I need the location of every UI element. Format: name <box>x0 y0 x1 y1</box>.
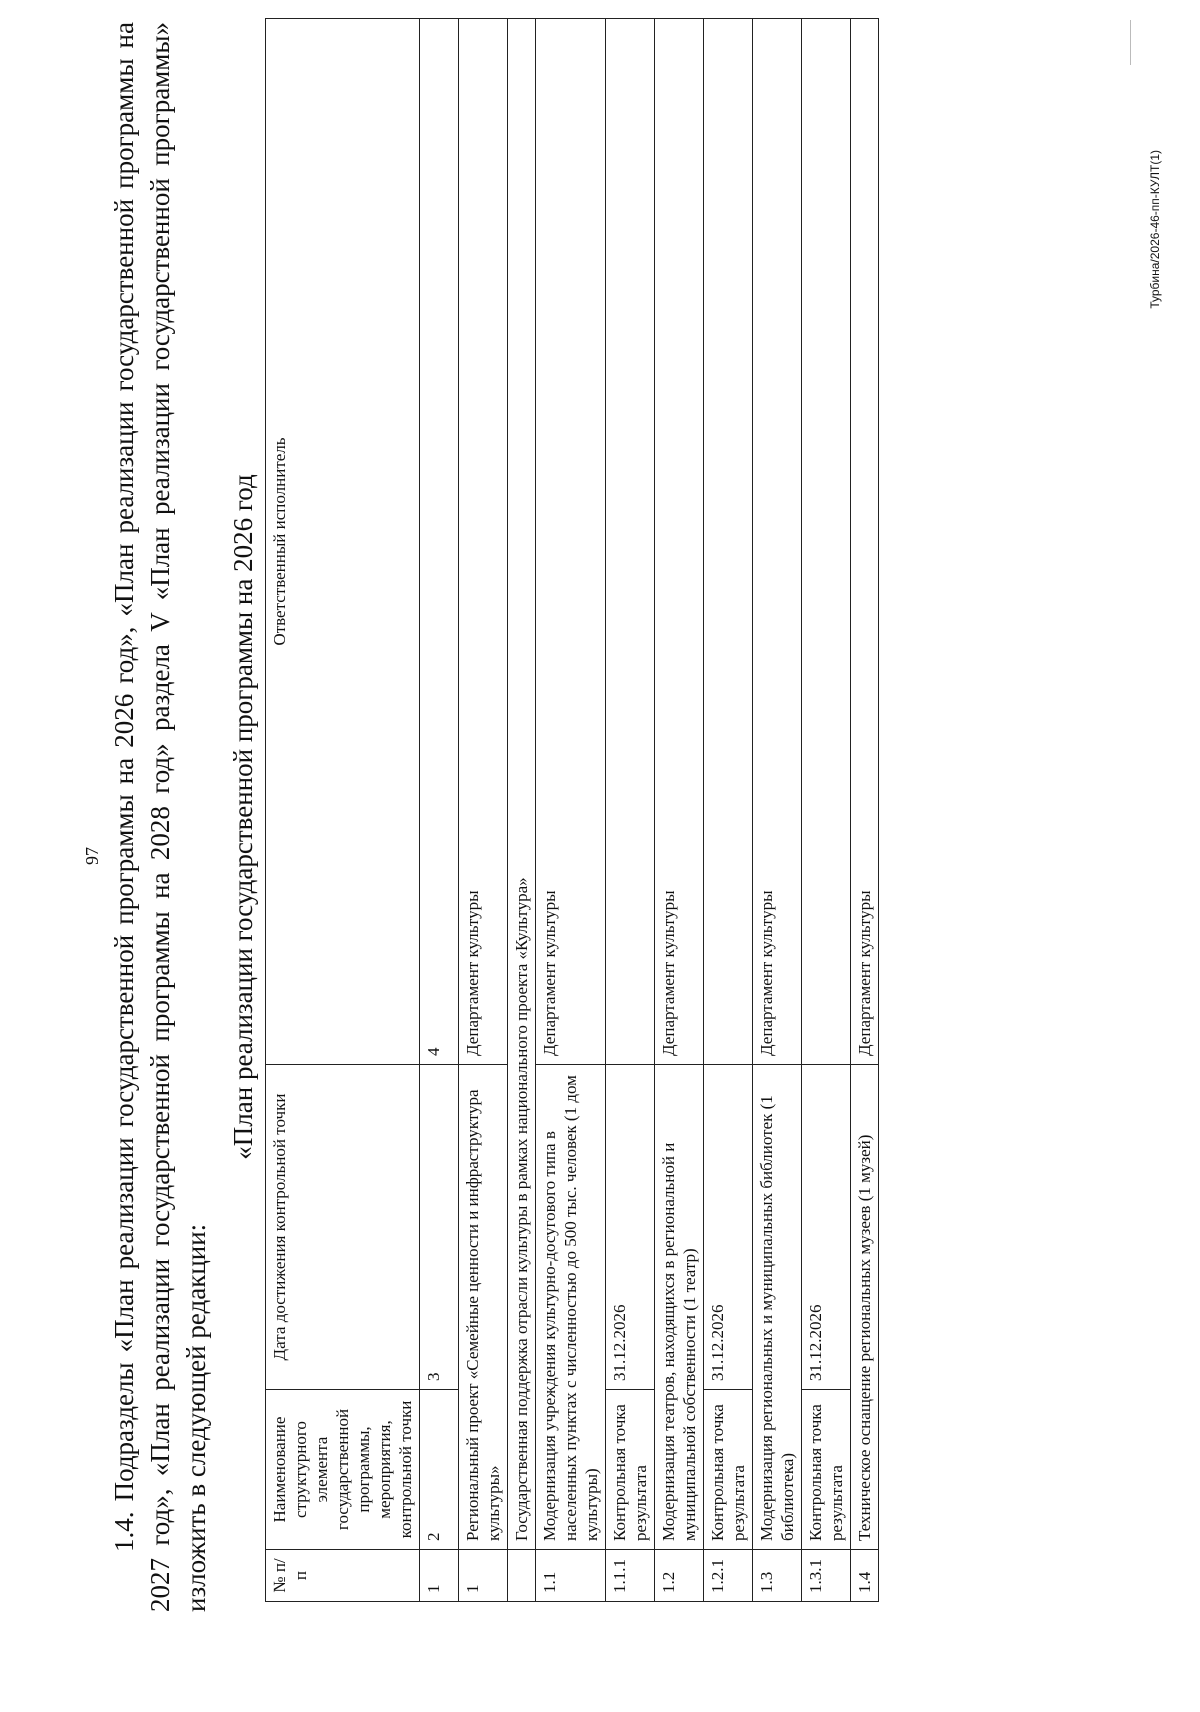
row-resp: Департамент культуры <box>851 19 879 1065</box>
row-num: 1 <box>459 1550 508 1602</box>
row-num: 1.1 <box>536 1550 606 1602</box>
table-row <box>606 19 655 1602</box>
row-name: Контрольная точка результата <box>704 1390 753 1550</box>
table-index-row <box>420 19 459 1602</box>
index-cell: 2 <box>420 1390 459 1550</box>
row-date: 31.12.2026 <box>802 1065 851 1390</box>
row-num <box>508 1550 536 1602</box>
row-resp <box>606 19 655 1065</box>
row-num: 1.3 <box>753 1550 802 1602</box>
table-row <box>851 19 879 1602</box>
table-row <box>508 19 536 1602</box>
table-row <box>536 19 606 1602</box>
footer-code: Турбина/2026-46-пп-КУЛТ(1) <box>1148 150 1162 309</box>
index-cell: 3 <box>420 1065 459 1390</box>
header-name: Наименование структурного элемента государственной программы, мероприятия, контрольной точки <box>266 1390 420 1550</box>
row-date: 31.12.2026 <box>606 1065 655 1390</box>
table-row <box>459 19 508 1602</box>
table-row <box>753 19 802 1602</box>
plan-table <box>265 18 879 1602</box>
page-number: 97 <box>82 847 102 865</box>
row-name: Модернизация региональных и муниципальных библиотек (1 библиотека) <box>753 1065 802 1550</box>
row-resp: Департамент культуры <box>536 19 606 1065</box>
table-caption: «План реализации государственной программы на 2026 год <box>228 474 258 1160</box>
row-name: Техническое оснащение региональных музеев (1 музей) <box>851 1065 879 1550</box>
row-resp: Департамент культуры <box>655 19 704 1065</box>
row-name: Государственная поддержка отрасли культуры в рамках национального проекта «Культура» <box>508 19 536 1550</box>
table-header-row <box>266 19 420 1602</box>
header-resp: Ответственный исполнитель <box>266 19 420 1065</box>
table-row <box>704 19 753 1602</box>
row-name: Контрольная точка результата <box>606 1390 655 1550</box>
row-num: 1.2.1 <box>704 1550 753 1602</box>
row-resp: Департамент культуры <box>753 19 802 1065</box>
index-cell: 1 <box>420 1550 459 1602</box>
row-name: Модернизация театров, находящихся в региональной и муниципальной собственности (1 театр) <box>655 1065 704 1550</box>
row-num: 1.3.1 <box>802 1550 851 1602</box>
row-num: 1.1.1 <box>606 1550 655 1602</box>
row-resp <box>704 19 753 1065</box>
intro-text: 1.4. Подразделы «План реализации государственной программы на 2026 год», «План реализации государственной программы на 2027 год», «План реализации государственной программы на 2028 год» раздела V «План реализации государственной программы» изложить в следующей редакции: <box>109 22 211 1612</box>
intro-paragraph <box>106 22 214 1612</box>
row-resp: Департамент культуры <box>459 19 508 1065</box>
table-row <box>802 19 851 1602</box>
row-num: 1.4 <box>851 1550 879 1602</box>
row-num: 1.2 <box>655 1550 704 1602</box>
row-name: Модернизация учреждения культурно-досугового типа в населенных пунктах с численностью до 500 тыс. человек (1 дом культуры) <box>536 1065 606 1550</box>
header-num: № п/п <box>266 1550 420 1602</box>
row-date: 31.12.2026 <box>704 1065 753 1390</box>
header-date: Дата достижения контрольной точки <box>266 1065 420 1390</box>
index-cell: 4 <box>420 19 459 1065</box>
table-row <box>655 19 704 1602</box>
row-name: Региональный проект «Семейные ценности и инфраструктура культуры» <box>459 1065 508 1550</box>
row-name: Контрольная точка результата <box>802 1390 851 1550</box>
row-resp <box>802 19 851 1065</box>
